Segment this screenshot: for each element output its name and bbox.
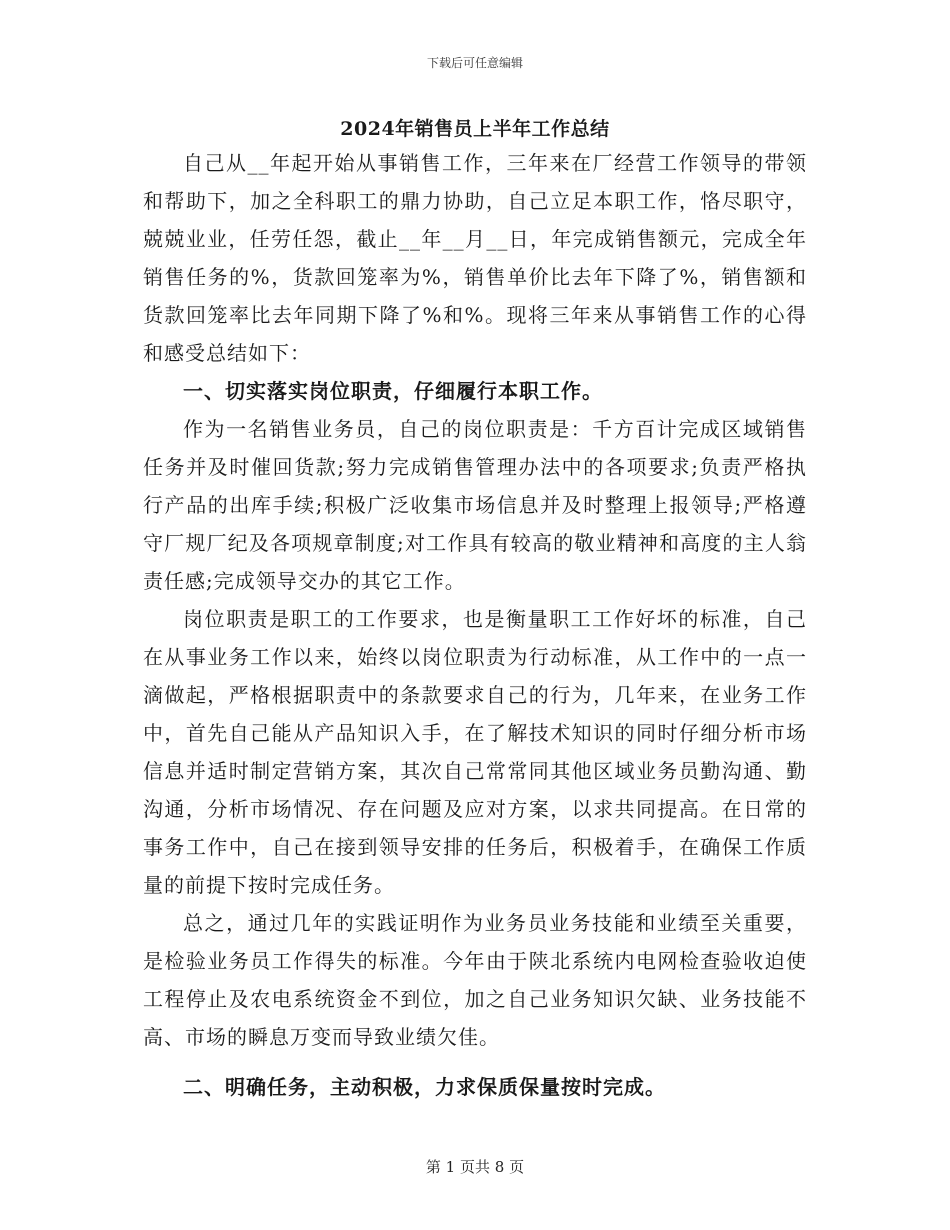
section-1-heading: 一、切实落实岗位职责，仔细履行本职工作。 [183, 379, 603, 403]
page-header-note: 下载后可任意编辑 [426, 56, 523, 70]
page-number: 第 1 页共 8 页 [425, 1158, 525, 1176]
document-title: 2024年销售员上半年工作总结 [340, 118, 610, 140]
section-1-paragraph-3: 总之，通过几年的实践证明作为业务员业务技能和业绩至关重要，是检验业务员工作得失的标准。今年由于陕北系统内电网检查验收迫使工程停止及农电系统资金不到位，加之自己业务知识欠缺、业务技能不高、市场的瞬息万变而导致业绩欠佳。 [143, 911, 807, 1049]
section-1-paragraph-2: 岗位职责是职工的工作要求，也是衡量职工工作好坏的标准，自己在从事业务工作以来，始终以岗位职责为行动标准，从工作中的一点一滴做起，严格根据职责中的条款要求自己的行为，几年来，在业务工作中，首先自己能从产品知识入手，在了解技术知识的同时仔细分析市场信息并适时制定营销方案，其次自己常常同其他区域业务员勤沟通、勤沟通，分析市场情况、存在问题及应对方案，以求共同提高。在日常的事务工作中，自己在接到领导安排的任务后，积极着手，在确保工作质量的前提下按时完成任务。 [143, 607, 807, 897]
document-body [143, 144, 807, 1106]
section-1-paragraph-1: 作为一名销售业务员，自己的岗位职责是：千方百计完成区域销售任务并及时催回货款;努力完成销售管理办法中的各项要求;负责严格执行产品的出库手续;积极广泛收集市场信息并及时整理上报领导;严格遵守厂规厂纪及各项规章制度;对工作具有较高的敬业精神和高度的主人翁责任感;完成领导交办的其它工作。 [143, 417, 807, 593]
section-2-heading: 二、明确任务，主动积极，力求保质保量按时完成。 [183, 1075, 666, 1099]
intro-paragraph: 自己从__年起开始从事销售工作，三年来在厂经营工作领导的带领和帮助下，加之全科职工的鼎力协助，自己立足本职工作，恪尽职守，兢兢业业，任劳任怨，截止__年__月__日，年完成销售额元，完成全年销售任务的%，货款回笼率为%，销售单价比去年下降了%，销售额和货款回笼率比去年同期下降了%和%。现将三年来从事销售工作的心得和感受总结如下： [143, 151, 807, 365]
